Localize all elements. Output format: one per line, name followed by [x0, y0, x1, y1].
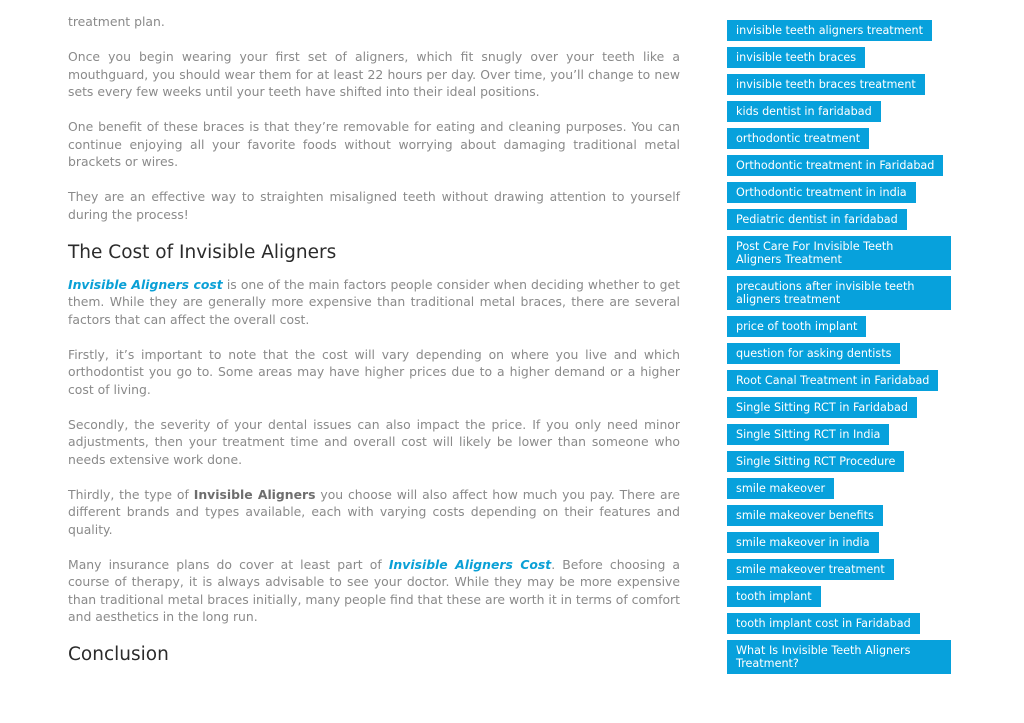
tag-cloud	[727, 20, 957, 680]
tag-link[interactable]: invisible teeth braces treatment	[727, 74, 925, 95]
paragraph-cost-intro-text: is one of the main factors people consider when deciding whether to get them. While they are generally more expensive than traditional metal braces, there are several factors that can affect the overall cost.	[68, 276, 680, 327]
tag-link[interactable]: price of tooth implant	[727, 316, 866, 337]
tag-link[interactable]: Root Canal Treatment in Faridabad	[727, 370, 938, 391]
tag-link[interactable]: tooth implant cost in Faridabad	[727, 613, 920, 634]
tag-link[interactable]: Post Care For Invisible Teeth Aligners Treatment	[727, 236, 951, 270]
tag-link[interactable]: Pediatric dentist in faridabad	[727, 209, 907, 230]
tag-link[interactable]: Single Sitting RCT Procedure	[727, 451, 904, 472]
paragraph-effective-way: They are an effective way to straighten misaligned teeth without drawing attention to yourself during the process!	[68, 189, 680, 222]
paragraph-insurance	[68, 556, 680, 626]
paragraph-treatment-plan: treatment plan.	[68, 14, 165, 29]
paragraph-wearing-aligners: Once you begin wearing your first set of aligners, which fit snugly over your teeth like a mouthguard, you should wear them for at least 22 hours per day. Over time, you’ll change to new sets every few weeks until your teeth have shifted into their ideal positions.	[68, 49, 680, 99]
invisible-aligners-cost-link[interactable]: Invisible Aligners cost	[68, 276, 223, 292]
invisible-aligners-cost-link-2[interactable]: Invisible Aligners Cost	[388, 556, 552, 572]
tag-link[interactable]: Orthodontic treatment in india	[727, 182, 916, 203]
tag-link[interactable]: orthodontic treatment	[727, 128, 869, 149]
heading-cost: The Cost of Invisible Aligners	[68, 241, 337, 263]
paragraph-thirdly	[68, 486, 680, 539]
tag-link[interactable]: smile makeover benefits	[727, 505, 883, 526]
tag-link[interactable]: Orthodontic treatment in Faridabad	[727, 155, 943, 176]
tag-link[interactable]: smile makeover treatment	[727, 559, 894, 580]
tag-link[interactable]: kids dentist in faridabad	[727, 101, 881, 122]
heading-conclusion: Conclusion	[68, 644, 169, 665]
paragraph-cost-intro	[68, 276, 680, 329]
paragraph-insurance-end: . Before choosing a course of therapy, it is always advisable to see your doctor. While they may be more expensive than traditional metal braces initially, many people find that these are worth it in terms of comfort and aesthetics in the long run.	[68, 556, 681, 624]
paragraph-secondly: Secondly, the severity of your dental issues can also impact the price. If you only need minor adjustments, then your treatment time and overall cost will likely be lower than someone who needs extensive work done.	[68, 416, 680, 467]
tag-link[interactable]: smile makeover	[727, 478, 834, 499]
paragraph-insurance-start: Many insurance plans do cover at least part of	[68, 556, 389, 572]
tag-link[interactable]: precautions after invisible teeth aligners treatment	[727, 276, 951, 310]
tag-link[interactable]: smile makeover in india	[727, 532, 879, 553]
tag-link[interactable]: invisible teeth braces	[727, 47, 865, 68]
tag-link[interactable]: Single Sitting RCT in Faridabad	[727, 397, 917, 418]
invisible-aligners-bold-text: Invisible Aligners	[193, 486, 316, 502]
paragraph-removable-benefit: One benefit of these braces is that they’re removable for eating and cleaning purposes. You can continue enjoying all your favorite foods without worrying about damaging traditional metal brackets or wires.	[68, 119, 680, 169]
tag-link[interactable]: tooth implant	[727, 586, 821, 607]
tag-link[interactable]: question for asking dentists	[727, 343, 900, 364]
paragraph-firstly: Firstly, it’s important to note that the cost will vary depending on where you live and which orthodontist you go to. Some areas may have higher prices due to a higher demand or a higher cost of living.	[68, 346, 680, 397]
article-content	[68, 13, 680, 678]
tag-link[interactable]: What Is Invisible Teeth Aligners Treatment?	[727, 640, 951, 674]
tag-link[interactable]: Single Sitting RCT in India	[727, 424, 889, 445]
tag-link[interactable]: invisible teeth aligners treatment	[727, 20, 932, 41]
paragraph-thirdly-end: you choose will also affect how much you pay. There are different brands and types available, each with varying costs depending on their features and quality.	[68, 486, 680, 537]
paragraph-thirdly-start: Thirdly, the type of	[68, 486, 194, 502]
